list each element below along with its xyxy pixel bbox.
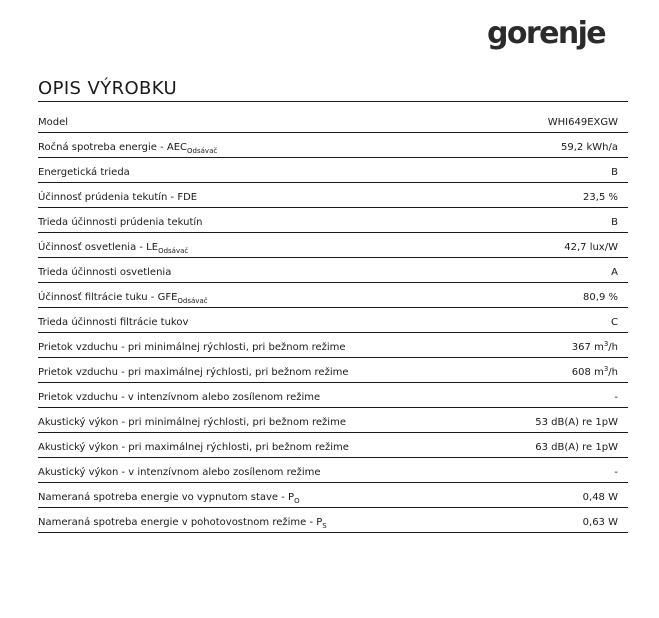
spec-value: - (614, 467, 618, 478)
spec-row-noise-boost (38, 458, 628, 483)
spec-label: Akustický výkon - v intenzívnom alebo zosílenom režime (38, 467, 321, 478)
spec-row-airflow-min (38, 333, 628, 358)
brand-logo: gorenje (487, 16, 606, 51)
spec-label: Akustický výkon - pri minimálnej rýchlosti, pri bežnom režime (38, 417, 346, 428)
spec-label: Účinnosť osvetlenia - $LE_{Odsávač}$ (38, 242, 189, 255)
spec-label: Trieda účinnosti osvetlenia (38, 267, 172, 278)
spec-value: 0,48 W (582, 492, 618, 503)
spec-label: Nameraná spotreba energie v pohotovostnom režime - $P_S$ (38, 517, 327, 530)
spec-table (38, 108, 628, 533)
spec-label: Akustický výkon - pri maximálnej rýchlosti, pri bežnom režime (38, 442, 349, 453)
spec-row-noise-max (38, 433, 628, 458)
spec-row-le (38, 233, 628, 258)
spec-label: Nameraná spotreba energie vo vypnutom stave - $P_O$ (38, 492, 300, 505)
spec-value: 59,2 kWh/a (561, 142, 618, 153)
spec-row-fde (38, 183, 628, 208)
spec-value: 367 $m^3/h$ (571, 340, 618, 353)
spec-row-model (38, 108, 628, 133)
spec-value: 80,9 % (583, 292, 618, 303)
spec-label: Model (38, 117, 69, 128)
spec-label: Energetická trieda (38, 167, 130, 178)
spec-row-power-standby (38, 508, 628, 533)
title-divider (38, 101, 628, 102)
spec-label: Prietok vzduchu - pri minimálnej rýchlosti, pri bežnom režime (38, 342, 346, 353)
spec-row-airflow-boost (38, 383, 628, 408)
spec-value: 608 $m^3/h$ (571, 365, 618, 378)
spec-label: Prietok vzduchu - pri maximálnej rýchlosti, pri bežnom režime (38, 367, 349, 378)
spec-value: A (611, 267, 618, 278)
spec-row-airflow-max (38, 358, 628, 383)
spec-row-energy-class (38, 158, 628, 183)
spec-value: B (611, 167, 618, 178)
spec-value: 0,63 W (582, 517, 618, 528)
spec-row-gfe-class (38, 308, 628, 333)
spec-row-fde-class (38, 208, 628, 233)
spec-row-power-off (38, 483, 628, 508)
spec-row-gfe (38, 283, 628, 308)
spec-row-le-class (38, 258, 628, 283)
spec-value: C (611, 317, 618, 328)
spec-row-noise-min (38, 408, 628, 433)
spec-value: 53 dB(A) re 1pW (535, 417, 618, 428)
spec-label: Prietok vzduchu - v intenzívnom alebo zosílenom režime (38, 392, 321, 403)
spec-label: Účinnosť prúdenia tekutín - FDE (38, 192, 198, 203)
spec-label: Trieda účinnosti prúdenia tekutín (38, 217, 203, 228)
spec-row-annual-energy (38, 133, 628, 158)
spec-label: Trieda účinnosti filtrácie tukov (38, 317, 189, 328)
spec-label: Ročná spotreba energie - $AEC_{Odsávač}$ (38, 142, 218, 155)
spec-value: WHI649EXGW (547, 117, 618, 128)
spec-value: B (611, 217, 618, 228)
spec-value: 42,7 lux/W (564, 242, 618, 253)
page-title: OPIS VÝROBKU (38, 78, 178, 99)
spec-value: 23,5 % (583, 192, 618, 203)
spec-value: 63 dB(A) re 1pW (535, 442, 618, 453)
spec-label: Účinnosť filtrácie tuku - $GFE_{Odsávač}$ (38, 292, 208, 305)
spec-value: - (614, 392, 618, 403)
